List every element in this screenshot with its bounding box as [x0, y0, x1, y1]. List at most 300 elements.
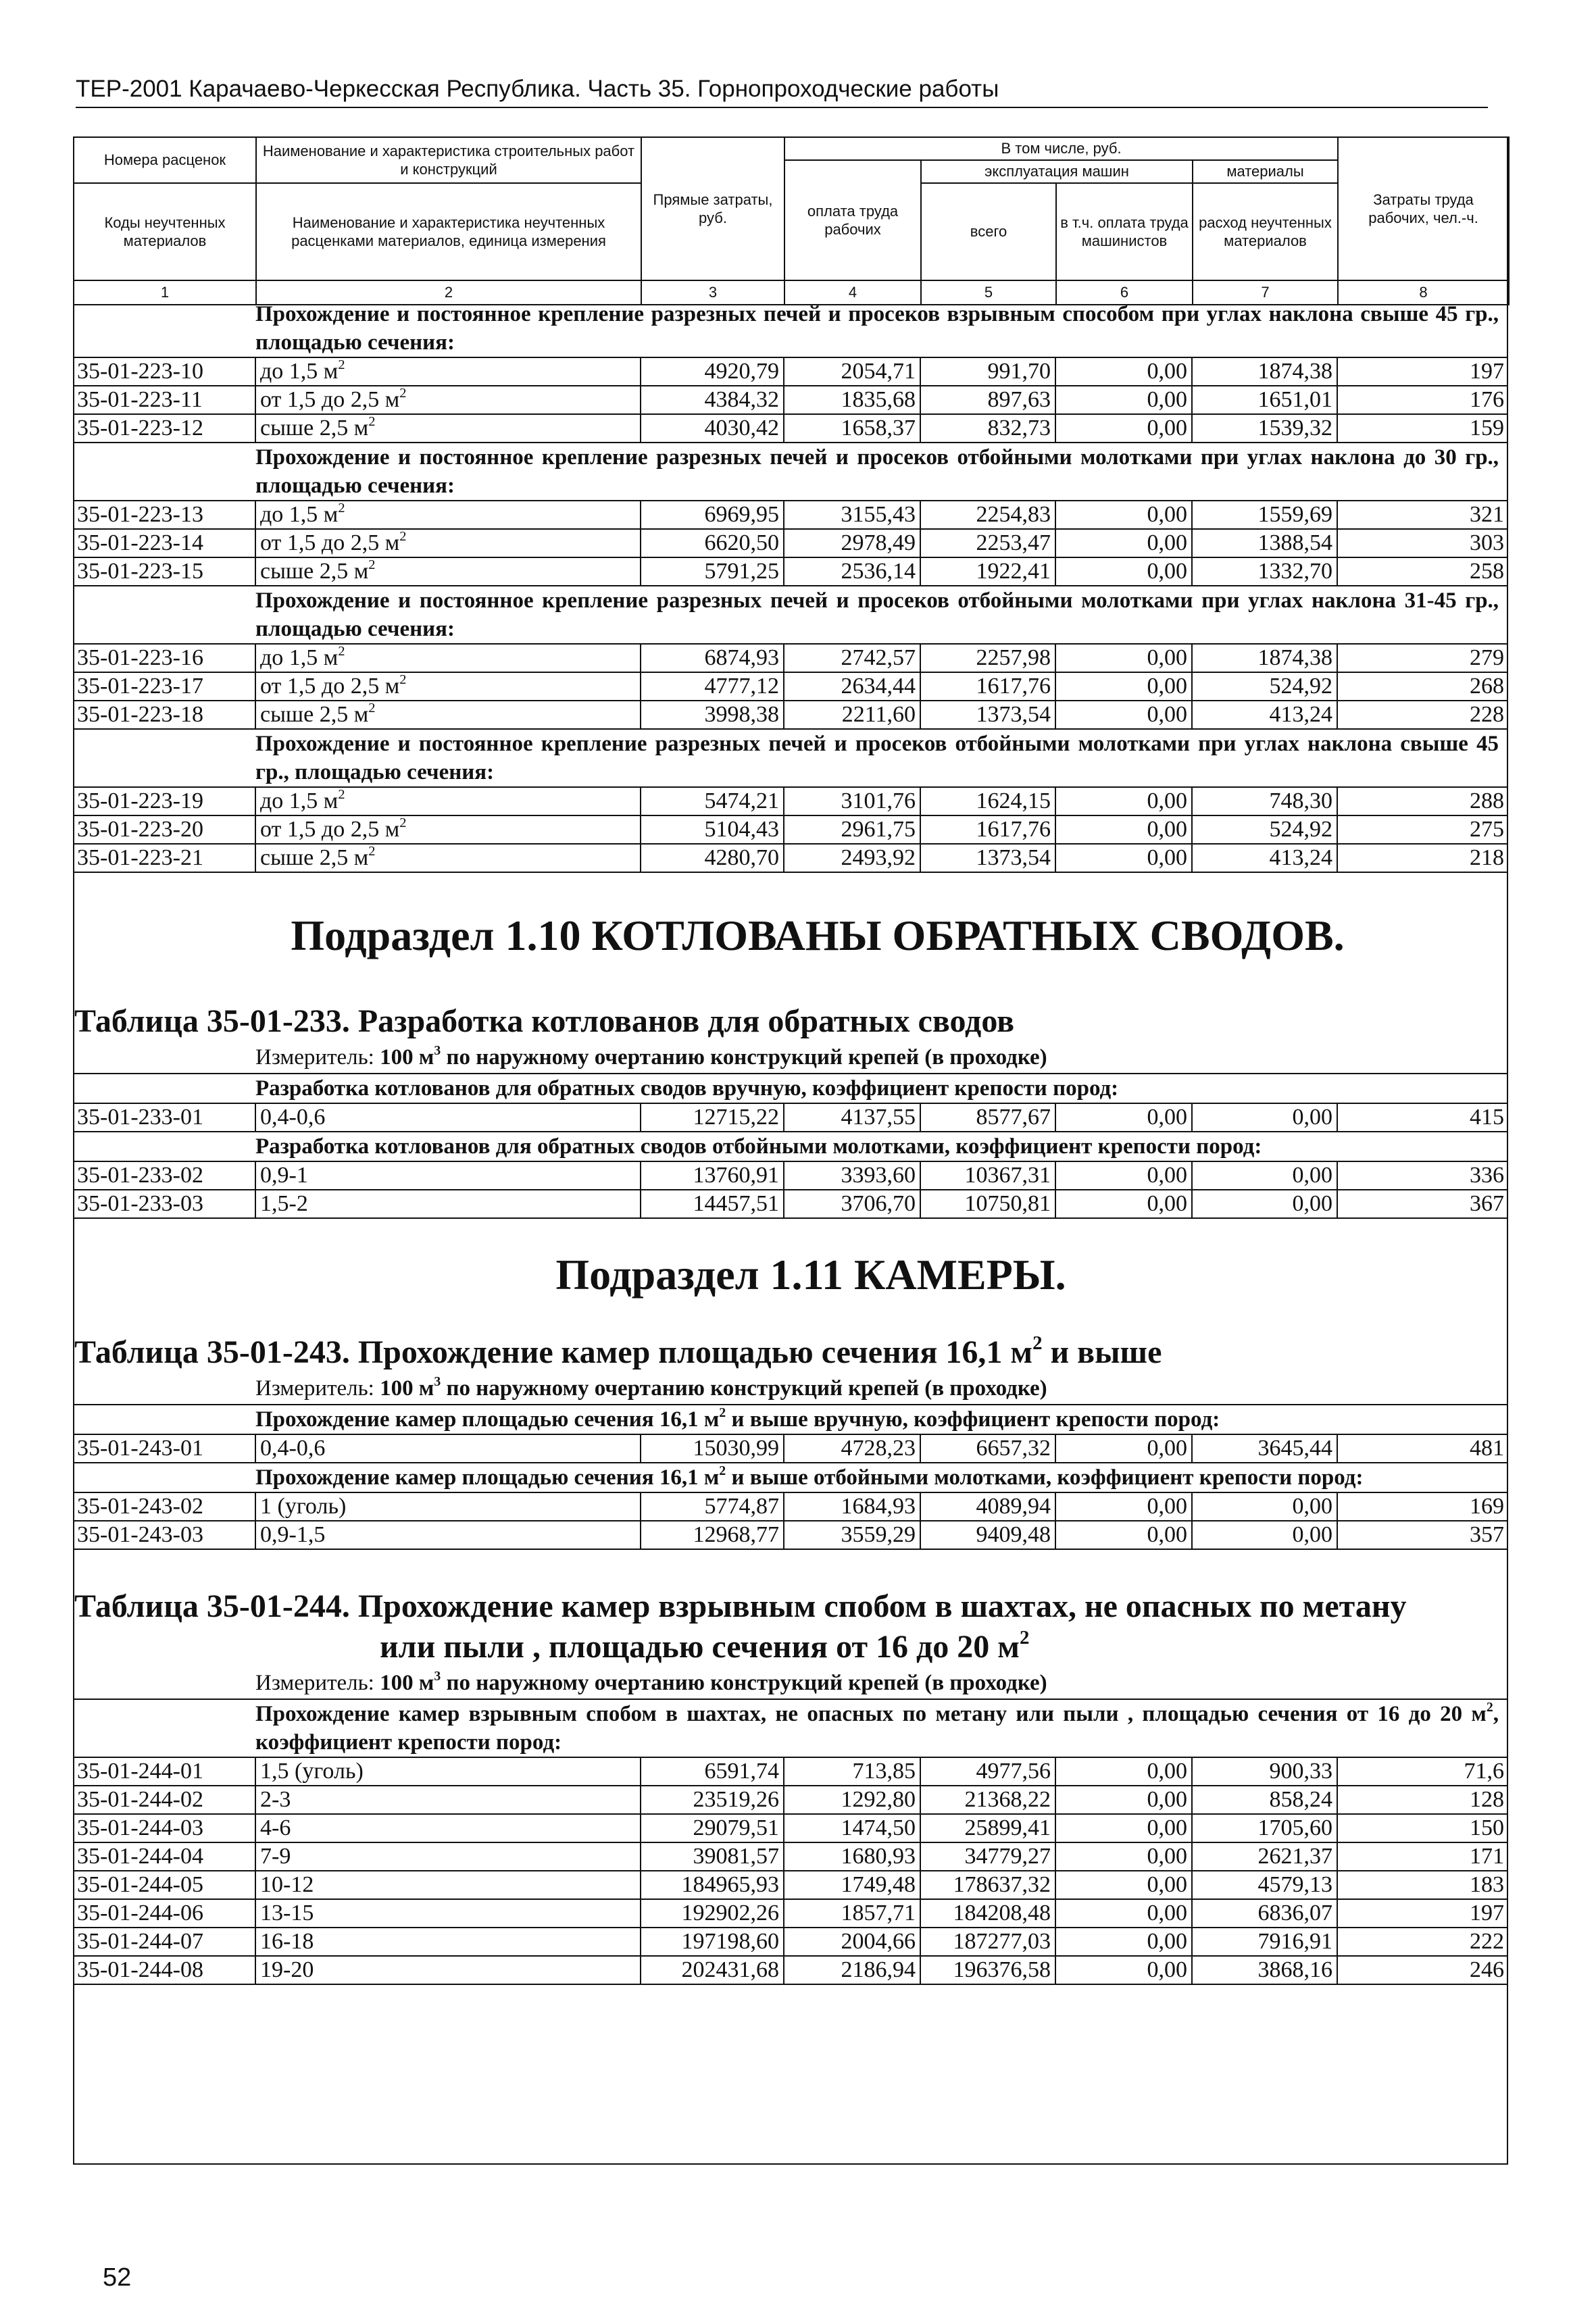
- group-caption-row: [73, 443, 1508, 501]
- caption-text: и выше вручную, коэффициент крепости пород:: [726, 1407, 1220, 1432]
- description-text: сыше 2,5 м: [260, 845, 369, 870]
- superscript: 2: [368, 413, 376, 429]
- direct-costs-value: 3998,38: [641, 701, 784, 729]
- header-name-top: Наименование и характеристика строительных работ и конструкций: [256, 137, 641, 183]
- rate-code: 35-01-244-05: [73, 1871, 255, 1899]
- labor-value: 415: [1337, 1103, 1508, 1132]
- col-number: 1: [74, 280, 256, 305]
- machines-value: 1617,76: [920, 815, 1055, 844]
- materials-value: 1559,69: [1192, 501, 1337, 529]
- rate-code: 35-01-223-10: [73, 357, 255, 386]
- meter-line: [73, 1373, 1508, 1405]
- table-title-243: [73, 1332, 1508, 1373]
- materials-value: 1874,38: [1192, 644, 1337, 672]
- wages-value: 713,85: [784, 1757, 920, 1786]
- machines-value: 6657,32: [920, 1434, 1055, 1463]
- materials-value: 900,33: [1192, 1757, 1337, 1786]
- col-number: 6: [1056, 280, 1193, 305]
- superscript: 3: [434, 1669, 441, 1684]
- rate-code: 35-01-243-03: [73, 1521, 255, 1549]
- description-text: до 1,5 м: [260, 645, 339, 670]
- rates-table-243: [73, 1373, 1508, 1550]
- wages-value: 2054,71: [784, 357, 920, 386]
- meter-label: Измеритель:: [255, 1045, 374, 1070]
- wages-value: 3155,43: [784, 501, 920, 529]
- header-codes-top: Номера расценок: [74, 137, 256, 183]
- materials-value: 1539,32: [1192, 414, 1337, 443]
- direct-costs-value: 4030,42: [641, 414, 784, 443]
- rate-code: 35-01-223-15: [73, 557, 255, 586]
- caption-text: и выше отбойными молотками, коэффициент крепости пород:: [726, 1465, 1364, 1490]
- operators-wages-value: 0,00: [1055, 644, 1192, 672]
- superscript: 2: [368, 557, 376, 572]
- work-description: 4-6: [255, 1814, 641, 1842]
- operators-wages-value: 0,00: [1055, 1842, 1192, 1871]
- direct-costs-value: 15030,99: [641, 1434, 784, 1463]
- materials-value: 0,00: [1192, 1190, 1337, 1218]
- col-number: 8: [1338, 280, 1509, 305]
- table-row: [73, 1842, 1508, 1871]
- wages-value: 3706,70: [784, 1190, 920, 1218]
- superscript: 2: [338, 643, 345, 659]
- rate-code: 35-01-223-17: [73, 672, 255, 701]
- direct-costs-value: 23519,26: [641, 1786, 784, 1814]
- table-row: [73, 557, 1508, 586]
- direct-costs-value: 192902,26: [641, 1899, 784, 1928]
- table-row: [73, 815, 1508, 844]
- materials-value: 1651,01: [1192, 386, 1337, 414]
- wages-value: 1857,71: [784, 1899, 920, 1928]
- labor-value: 222: [1337, 1928, 1508, 1956]
- rates-table-223: [73, 300, 1508, 873]
- description-text: от 1,5 до 2,5 м: [260, 817, 400, 842]
- table-row: [73, 1786, 1508, 1814]
- work-description: 13-15: [255, 1899, 641, 1928]
- machines-value: 10367,31: [920, 1161, 1055, 1190]
- direct-costs-value: 5791,25: [641, 557, 784, 586]
- work-description: [255, 386, 641, 414]
- description-text: от 1,5 до 2,5 м: [260, 387, 400, 412]
- operators-wages-value: 0,00: [1055, 1786, 1192, 1814]
- rate-code: 35-01-244-06: [73, 1899, 255, 1928]
- labor-value: 197: [1337, 357, 1508, 386]
- operators-wages-value: 0,00: [1055, 1434, 1192, 1463]
- title-text: и выше: [1042, 1334, 1162, 1370]
- table-row: [73, 1161, 1508, 1190]
- meter-desc: по наружному очертанию конструкций крепей (в проходке): [441, 1671, 1047, 1695]
- labor-value: 357: [1337, 1521, 1508, 1549]
- work-description: [255, 644, 641, 672]
- labor-value: 279: [1337, 644, 1508, 672]
- direct-costs-value: 5474,21: [641, 787, 784, 815]
- meter-line: [73, 1667, 1508, 1699]
- rate-code: 35-01-223-13: [73, 501, 255, 529]
- rates-table-233: [73, 1042, 1508, 1219]
- materials-value: 2621,37: [1192, 1842, 1337, 1871]
- caption-text: Прохождение камер площадью сечения 16,1 м: [255, 1465, 720, 1490]
- header-direct-costs: Прямые затраты, руб.: [641, 137, 784, 280]
- work-description: 0,9-1: [255, 1161, 641, 1190]
- header-machines: эксплуатация машин: [921, 160, 1193, 183]
- rate-code: 35-01-223-19: [73, 787, 255, 815]
- machines-value: 991,70: [920, 357, 1055, 386]
- machines-value: 34779,27: [920, 1842, 1055, 1871]
- machines-value: 2257,98: [920, 644, 1055, 672]
- wages-value: 2742,57: [784, 644, 920, 672]
- materials-value: 0,00: [1192, 1521, 1337, 1549]
- description-text: до 1,5 м: [260, 502, 339, 527]
- operators-wages-value: 0,00: [1055, 787, 1192, 815]
- wages-value: 3559,29: [784, 1521, 920, 1549]
- table-row: [73, 386, 1508, 414]
- superscript: 2: [719, 1463, 726, 1479]
- rate-code: 35-01-244-08: [73, 1956, 255, 1984]
- machines-value: 21368,22: [920, 1786, 1055, 1814]
- description-text: сыше 2,5 м: [260, 416, 369, 441]
- materials-value: 858,24: [1192, 1786, 1337, 1814]
- direct-costs-value: 4280,70: [641, 844, 784, 872]
- labor-value: 176: [1337, 386, 1508, 414]
- work-description: 0,4-0,6: [255, 1434, 641, 1463]
- work-description: [255, 501, 641, 529]
- rate-code: 35-01-223-21: [73, 844, 255, 872]
- materials-value: 748,30: [1192, 787, 1337, 815]
- col-number: 4: [784, 280, 921, 305]
- rate-code: 35-01-223-12: [73, 414, 255, 443]
- group-caption: Прохождение и постоянное крепление разрезных печей и просеков отбойными молотками при углах наклона свыше 45 гр., площадью сечения:: [73, 729, 1508, 787]
- wages-value: 3393,60: [784, 1161, 920, 1190]
- materials-value: 0,00: [1192, 1492, 1337, 1521]
- work-description: 2-3: [255, 1786, 641, 1814]
- labor-value: 321: [1337, 501, 1508, 529]
- operators-wages-value: 0,00: [1055, 529, 1192, 557]
- work-description: [255, 529, 641, 557]
- wages-value: 1749,48: [784, 1871, 920, 1899]
- work-description: 0,4-0,6: [255, 1103, 641, 1132]
- operators-wages-value: 0,00: [1055, 386, 1192, 414]
- meter-desc: по наружному очертанию конструкций крепей (в проходке): [441, 1045, 1047, 1070]
- superscript: 2: [1020, 1627, 1030, 1649]
- work-description: [255, 844, 641, 872]
- rate-code: 35-01-223-18: [73, 701, 255, 729]
- table-title-233: Таблица 35-01-233. Разработка котлованов для обратных сводов: [74, 1003, 1015, 1039]
- operators-wages-value: 0,00: [1055, 815, 1192, 844]
- superscript: 2: [1032, 1332, 1043, 1355]
- caption-text: , коэффициент крепости пород:: [255, 1702, 1499, 1755]
- header-wages: оплата труда рабочих: [784, 160, 921, 280]
- materials-value: 1388,54: [1192, 529, 1337, 557]
- table-row: [73, 1871, 1508, 1899]
- wages-value: 1684,93: [784, 1492, 920, 1521]
- direct-costs-value: 6874,93: [641, 644, 784, 672]
- operators-wages-value: 0,00: [1055, 1871, 1192, 1899]
- superscript: 3: [434, 1043, 441, 1059]
- wages-value: 1835,68: [784, 386, 920, 414]
- col-number: 2: [256, 280, 641, 305]
- superscript: 2: [399, 672, 407, 687]
- rate-code: 35-01-223-14: [73, 529, 255, 557]
- labor-value: 128: [1337, 1786, 1508, 1814]
- group-caption-row: [73, 1074, 1508, 1103]
- machines-value: 2254,83: [920, 501, 1055, 529]
- wages-value: 4728,23: [784, 1434, 920, 1463]
- rate-code: 35-01-244-07: [73, 1928, 255, 1956]
- superscript: 3: [434, 1374, 441, 1390]
- subsection-title-1-10: Подраздел 1.10 КОТЛОВАНЫ ОБРАТНЫХ СВОДОВ.: [291, 911, 1345, 959]
- labor-value: 288: [1337, 787, 1508, 815]
- meter-unit: 100 м: [380, 1376, 434, 1401]
- machines-value: 1922,41: [920, 557, 1055, 586]
- meter-unit: 100 м: [380, 1671, 434, 1695]
- direct-costs-value: 5774,87: [641, 1492, 784, 1521]
- group-caption: Разработка котлованов для обратных сводов отбойными молотками, коэффициент крепости пород:: [73, 1132, 1508, 1161]
- materials-value: 4579,13: [1192, 1871, 1337, 1899]
- work-description: 10-12: [255, 1871, 641, 1899]
- materials-value: 3645,44: [1192, 1434, 1337, 1463]
- description-text: от 1,5 до 2,5 м: [260, 530, 400, 555]
- group-caption-row: [73, 1132, 1508, 1161]
- direct-costs-value: 6969,95: [641, 501, 784, 529]
- table-row: [73, 1956, 1508, 1984]
- meter-label: Измеритель:: [255, 1376, 374, 1401]
- wages-value: 2634,44: [784, 672, 920, 701]
- group-caption-row: [73, 729, 1508, 787]
- labor-value: 246: [1337, 1956, 1508, 1984]
- group-caption: Разработка котлованов для обратных сводов вручную, коэффициент крепости пород:: [73, 1074, 1508, 1103]
- wages-value: 2211,60: [784, 701, 920, 729]
- work-description: [255, 414, 641, 443]
- content: [73, 300, 1508, 1985]
- operators-wages-value: 0,00: [1055, 1757, 1192, 1786]
- group-caption-row: [73, 586, 1508, 644]
- table-row: [73, 701, 1508, 729]
- work-description: [255, 557, 641, 586]
- labor-value: 71,6: [1337, 1757, 1508, 1786]
- wages-value: 2536,14: [784, 557, 920, 586]
- direct-costs-value: 5104,43: [641, 815, 784, 844]
- group-caption: [73, 1405, 1508, 1434]
- meter-unit: 100 м: [380, 1045, 434, 1070]
- machines-value: 184208,48: [920, 1899, 1055, 1928]
- rate-code: 35-01-223-20: [73, 815, 255, 844]
- machines-value: 196376,58: [920, 1956, 1055, 1984]
- rate-code: 35-01-223-16: [73, 644, 255, 672]
- superscript: 2: [368, 843, 376, 859]
- work-description: [255, 701, 641, 729]
- title-text: или пыли , площадью сечения от 16 до 20 м: [380, 1629, 1020, 1665]
- machines-value: 897,63: [920, 386, 1055, 414]
- meter-desc: по наружному очертанию конструкций крепей (в проходке): [441, 1376, 1047, 1401]
- machines-value: 10750,81: [920, 1190, 1055, 1218]
- group-caption: [73, 1463, 1508, 1492]
- operators-wages-value: 0,00: [1055, 701, 1192, 729]
- wages-value: 1658,37: [784, 414, 920, 443]
- labor-value: 218: [1337, 844, 1508, 872]
- labor-value: 258: [1337, 557, 1508, 586]
- superscript: 2: [338, 357, 345, 372]
- rate-code: 35-01-233-03: [73, 1190, 255, 1218]
- operators-wages-value: 0,00: [1055, 1899, 1192, 1928]
- direct-costs-value: 4384,32: [641, 386, 784, 414]
- operators-wages-value: 0,00: [1055, 557, 1192, 586]
- direct-costs-value: 13760,91: [641, 1161, 784, 1190]
- labor-value: 171: [1337, 1842, 1508, 1871]
- page-number: 52: [103, 2263, 132, 2292]
- materials-value: 1332,70: [1192, 557, 1337, 586]
- operators-wages-value: 0,00: [1055, 844, 1192, 872]
- table-row: [73, 844, 1508, 872]
- work-description: [255, 357, 641, 386]
- machines-value: 1373,54: [920, 701, 1055, 729]
- table-row: [73, 414, 1508, 443]
- labor-value: 183: [1337, 1871, 1508, 1899]
- machines-value: 1624,15: [920, 787, 1055, 815]
- rate-code: 35-01-243-01: [73, 1434, 255, 1463]
- direct-costs-value: 202431,68: [641, 1956, 784, 1984]
- materials-value: 524,92: [1192, 672, 1337, 701]
- materials-value: 0,00: [1192, 1161, 1337, 1190]
- table-row: [73, 1814, 1508, 1842]
- direct-costs-value: 29079,51: [641, 1814, 784, 1842]
- labor-value: 169: [1337, 1492, 1508, 1521]
- rate-code: 35-01-244-03: [73, 1814, 255, 1842]
- labor-value: 150: [1337, 1814, 1508, 1842]
- group-caption: Прохождение и постоянное крепление разрезных печей и просеков отбойными молотками при углах наклона до 30 гр., площадью сечения:: [73, 443, 1508, 501]
- operators-wages-value: 0,00: [1055, 672, 1192, 701]
- work-description: 1,5-2: [255, 1190, 641, 1218]
- direct-costs-value: 39081,57: [641, 1842, 784, 1871]
- work-description: 19-20: [255, 1956, 641, 1984]
- page-header: ТЕР-2001 Карачаево-Черкесская Республика. Часть 35. Горнопроходческие работы: [76, 76, 1488, 108]
- superscript: 2: [368, 700, 376, 715]
- wages-value: 2493,92: [784, 844, 920, 872]
- header-machines-total: всего: [921, 183, 1056, 280]
- table-row: [73, 672, 1508, 701]
- wages-value: 1680,93: [784, 1842, 920, 1871]
- work-description: 16-18: [255, 1928, 641, 1956]
- description-text: сыше 2,5 м: [260, 702, 369, 727]
- materials-value: 6836,07: [1192, 1899, 1337, 1928]
- machines-value: 4089,94: [920, 1492, 1055, 1521]
- header-including: В том числе, руб.: [784, 137, 1338, 160]
- header-operators-wages: в т.ч. оплата труда машинистов: [1056, 183, 1193, 280]
- col-number: 7: [1193, 280, 1338, 305]
- labor-value: 481: [1337, 1434, 1508, 1463]
- superscript: 2: [399, 815, 407, 830]
- wages-value: 2978,49: [784, 529, 920, 557]
- direct-costs-value: 14457,51: [641, 1190, 784, 1218]
- description-text: до 1,5 м: [260, 788, 339, 813]
- work-description: 1 (уголь): [255, 1492, 641, 1521]
- group-caption: [73, 1699, 1508, 1757]
- table-row: [73, 1928, 1508, 1956]
- table-row: [73, 1103, 1508, 1132]
- superscript: 2: [719, 1405, 726, 1421]
- rate-code: 35-01-244-04: [73, 1842, 255, 1871]
- rate-code: 35-01-244-01: [73, 1757, 255, 1786]
- table-row: [73, 1899, 1508, 1928]
- direct-costs-value: 197198,60: [641, 1928, 784, 1956]
- operators-wages-value: 0,00: [1055, 1814, 1192, 1842]
- rate-code: 35-01-233-01: [73, 1103, 255, 1132]
- wages-value: 1474,50: [784, 1814, 920, 1842]
- superscript: 2: [338, 786, 345, 802]
- operators-wages-value: 0,00: [1055, 1103, 1192, 1132]
- header-codes-bottom: Коды неучтенных материалов: [74, 183, 256, 280]
- labor-value: 268: [1337, 672, 1508, 701]
- materials-value: 1874,38: [1192, 357, 1337, 386]
- direct-costs-value: 12715,22: [641, 1103, 784, 1132]
- table-row: [73, 501, 1508, 529]
- header-name-bottom: Наименование и характеристика неучтенных расценками материалов, единица измерения: [256, 183, 641, 280]
- machines-value: 187277,03: [920, 1928, 1055, 1956]
- description-text: от 1,5 до 2,5 м: [260, 674, 400, 699]
- operators-wages-value: 0,00: [1055, 501, 1192, 529]
- materials-value: 1705,60: [1192, 1814, 1337, 1842]
- rate-code: 35-01-244-02: [73, 1786, 255, 1814]
- work-description: 7-9: [255, 1842, 641, 1871]
- description-text: до 1,5 м: [260, 359, 339, 384]
- machines-value: 2253,47: [920, 529, 1055, 557]
- table-row: [73, 1757, 1508, 1786]
- table-row: [73, 1190, 1508, 1218]
- wages-value: 2961,75: [784, 815, 920, 844]
- wages-value: 3101,76: [784, 787, 920, 815]
- table-row: [73, 787, 1508, 815]
- operators-wages-value: 0,00: [1055, 1161, 1192, 1190]
- materials-value: 524,92: [1192, 815, 1337, 844]
- col-number: 3: [641, 280, 784, 305]
- labor-value: 197: [1337, 1899, 1508, 1928]
- direct-costs-value: 4777,12: [641, 672, 784, 701]
- operators-wages-value: 0,00: [1055, 414, 1192, 443]
- work-description: 0,9-1,5: [255, 1521, 641, 1549]
- col-number: 5: [921, 280, 1056, 305]
- work-description: [255, 672, 641, 701]
- machines-value: 4977,56: [920, 1757, 1055, 1786]
- table-title-244: [73, 1586, 1508, 1667]
- work-description: [255, 787, 641, 815]
- direct-costs-value: 6591,74: [641, 1757, 784, 1786]
- operators-wages-value: 0,00: [1055, 1521, 1192, 1549]
- wages-value: 1292,80: [784, 1786, 920, 1814]
- meter-line: [73, 1042, 1508, 1074]
- caption-text: Прохождение камер взрывным спобом в шахтах, не опасных по метану или пыли , площадью сечения от 16 до 20 м: [255, 1702, 1487, 1726]
- labor-value: 303: [1337, 529, 1508, 557]
- superscript: 2: [1486, 1700, 1493, 1715]
- materials-value: 7916,91: [1192, 1928, 1337, 1956]
- direct-costs-value: 6620,50: [641, 529, 784, 557]
- table-row: [73, 1434, 1508, 1463]
- title-text: Таблица 35-01-243. Прохождение камер площадью сечения 16,1 м: [74, 1334, 1033, 1370]
- labor-value: 336: [1337, 1161, 1508, 1190]
- superscript: 2: [399, 528, 407, 544]
- table-row: [73, 1492, 1508, 1521]
- rate-code: 35-01-243-02: [73, 1492, 255, 1521]
- header-labor: Затраты труда рабочих, чел.-ч.: [1338, 137, 1509, 280]
- header-materials-consumption: расход неучтенных материалов: [1193, 183, 1338, 280]
- superscript: 2: [399, 385, 407, 401]
- machines-value: 9409,48: [920, 1521, 1055, 1549]
- machines-value: 1617,76: [920, 672, 1055, 701]
- machines-value: 25899,41: [920, 1814, 1055, 1842]
- operators-wages-value: 0,00: [1055, 357, 1192, 386]
- table-row: [73, 1521, 1508, 1549]
- wages-value: 2186,94: [784, 1956, 920, 1984]
- direct-costs-value: 4920,79: [641, 357, 784, 386]
- materials-value: 0,00: [1192, 1103, 1337, 1132]
- labor-value: 159: [1337, 414, 1508, 443]
